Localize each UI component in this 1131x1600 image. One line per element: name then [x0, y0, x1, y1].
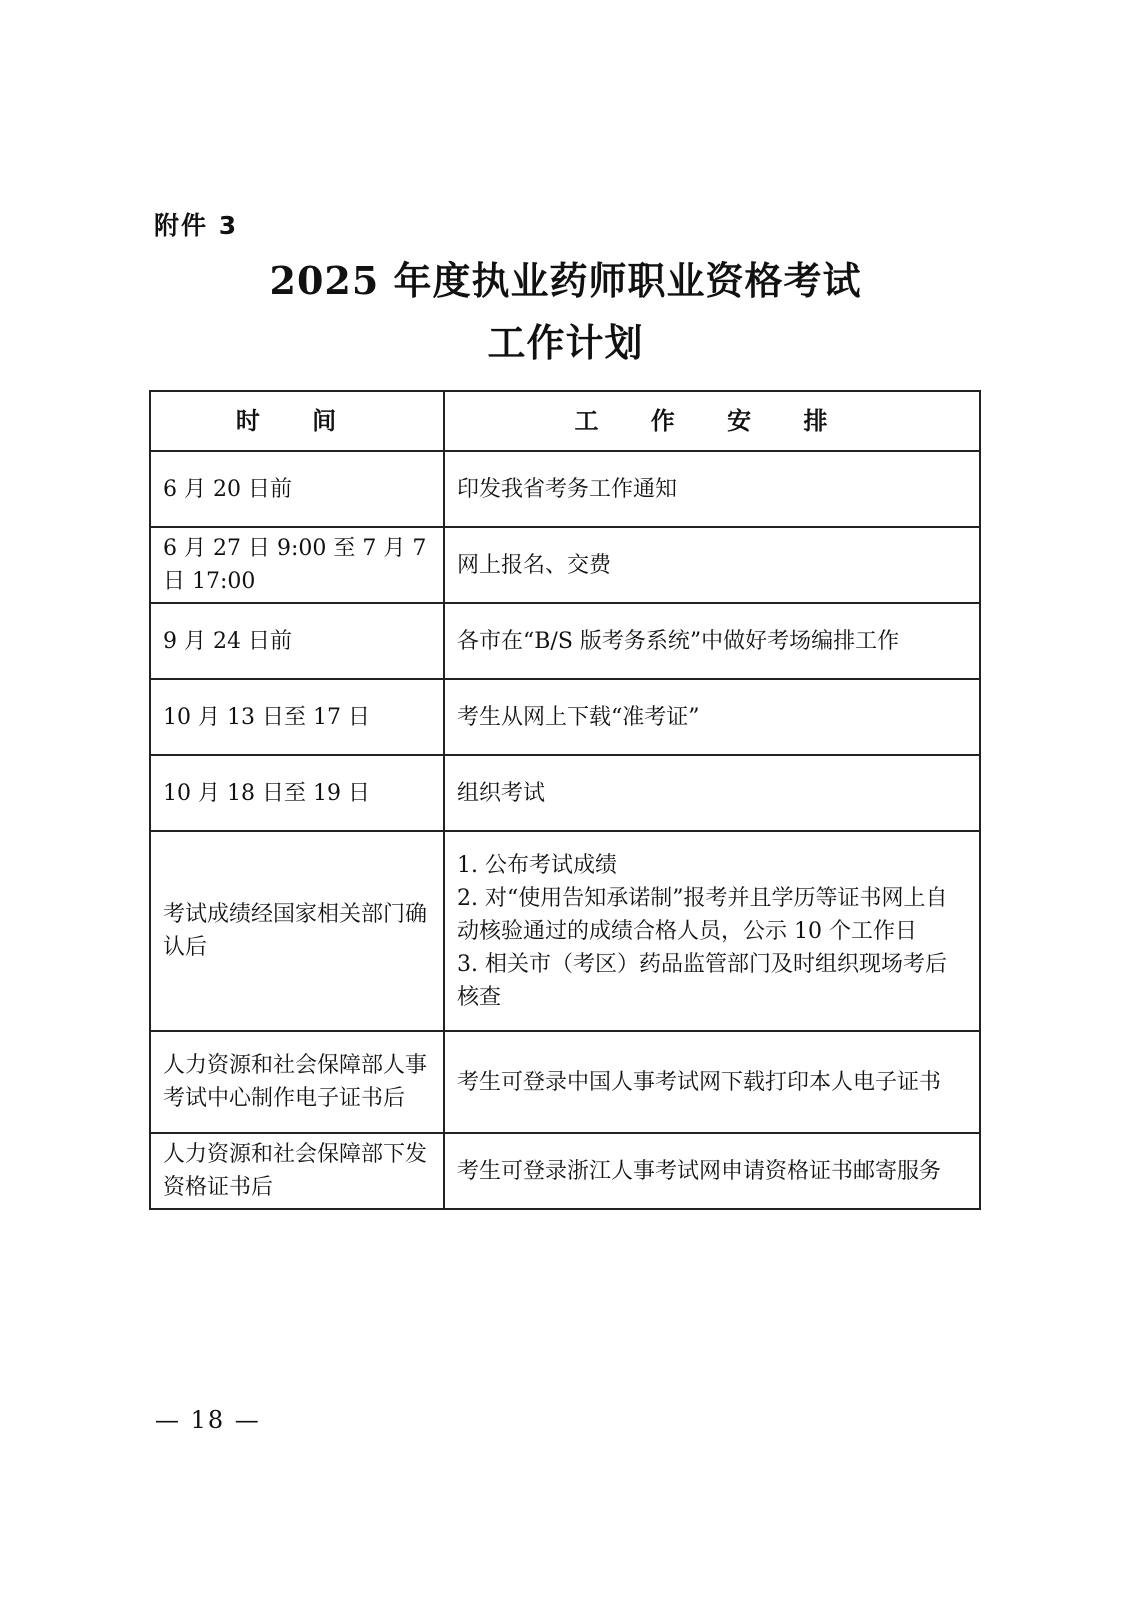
page-number: — 18 —: [155, 1406, 261, 1434]
row-work: [444, 831, 980, 1031]
row-work: 组织考试: [444, 755, 980, 831]
attachment-label: 附件 3: [154, 211, 239, 240]
work-plan-table: [149, 390, 981, 1210]
work-list-item: 3. 相关市（考区）药品监管部门及时组织现场考后核查: [457, 951, 947, 1010]
row-work: 考生从网上下载“准考证”: [444, 679, 980, 755]
table-row: [150, 527, 980, 603]
table-row: [150, 831, 980, 1031]
document-title-line2: 工作计划: [487, 320, 644, 365]
table-row: [150, 451, 980, 527]
row-time: 10 月 18 日至 19 日: [150, 755, 444, 831]
row-work: 各市在“B/S 版考务系统”中做好考场编排工作: [444, 603, 980, 679]
row-work: 考生可登录中国人事考试网下载打印本人电子证书: [444, 1031, 980, 1133]
table-row: [150, 603, 980, 679]
header-time: 时 间: [150, 391, 444, 451]
row-time: 10 月 13 日至 17 日: [150, 679, 444, 755]
table-row: [150, 755, 980, 831]
work-list-item: 2. 对“使用告知承诺制”报考并且学历等证书网上自动核验通过的成绩合格人员，公示 10 个工作日: [457, 885, 948, 944]
table-row: [150, 679, 980, 755]
row-time: 人力资源和社会保障部下发资格证书后: [150, 1133, 444, 1209]
row-time: 6 月 20 日前: [150, 451, 444, 527]
row-work: 网上报名、交费: [444, 527, 980, 603]
header-work: 工 作 安 排: [444, 391, 980, 451]
row-time: 考试成绩经国家相关部门确认后: [150, 831, 444, 1031]
document-title-line1: 2025 年度执业药师职业资格考试: [269, 258, 862, 303]
row-time: 人力资源和社会保障部人事考试中心制作电子证书后: [150, 1031, 444, 1133]
row-work: 印发我省考务工作通知: [444, 451, 980, 527]
table-row: [150, 1031, 980, 1133]
row-time: 9 月 24 日前: [150, 603, 444, 679]
table-row: [150, 1133, 980, 1209]
row-work: 考生可登录浙江人事考试网申请资格证书邮寄服务: [444, 1133, 980, 1209]
table-header-row: [150, 391, 980, 451]
work-list-item: 1. 公布考试成绩: [457, 852, 617, 878]
row-time: 6 月 27 日 9:00 至 7 月 7 日 17:00: [150, 527, 444, 603]
